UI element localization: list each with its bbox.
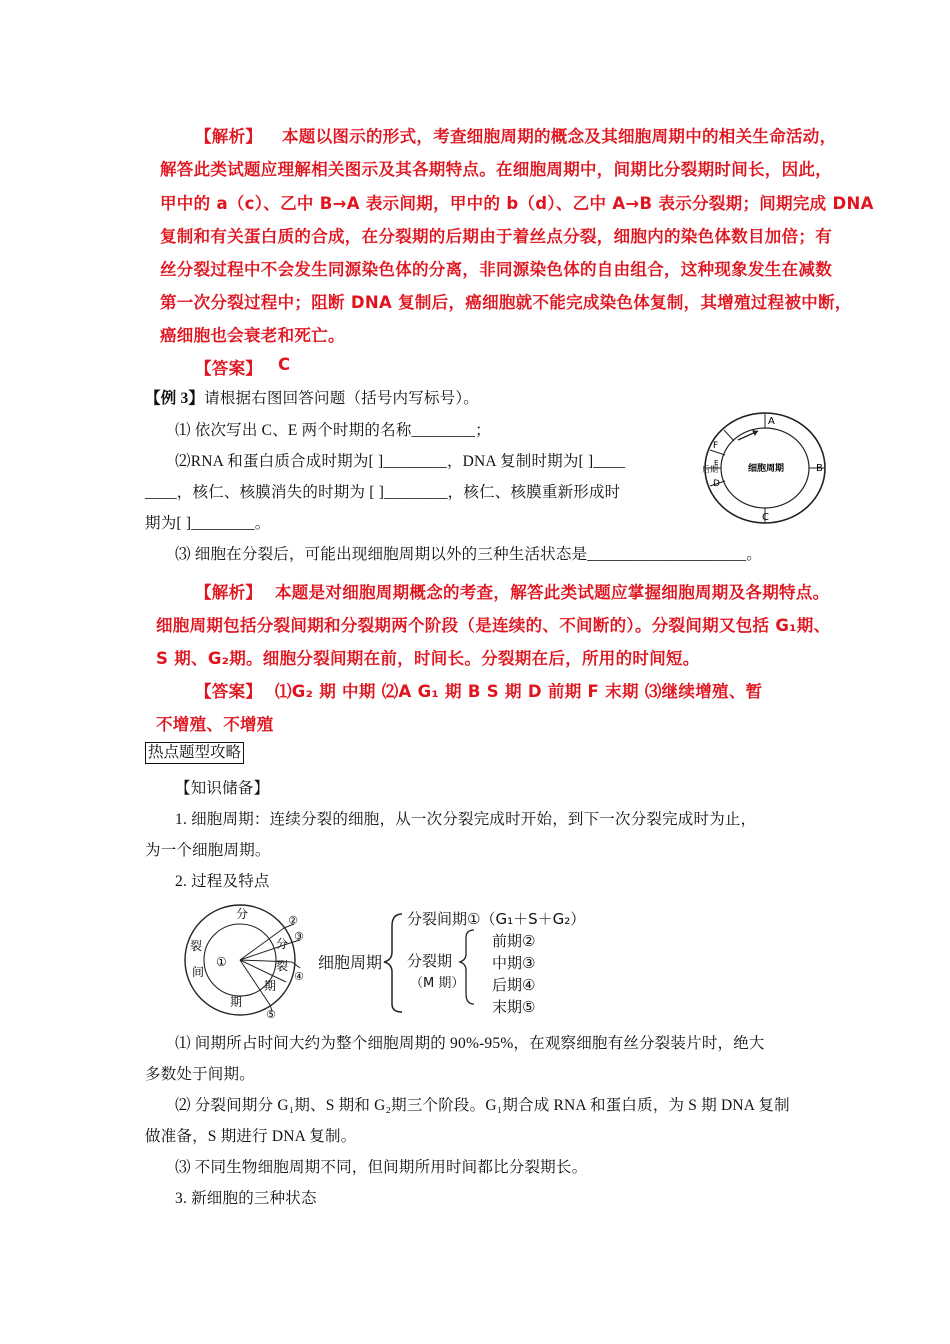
question-2-cont: 期为[ ]________。	[145, 515, 271, 532]
phase-item: 前期②	[492, 932, 536, 950]
analysis-line: 第一次分裂过程中；阻断 DNA 复制后，癌细胞就不能完成染色体复制，其增殖过程被中断，	[160, 293, 852, 312]
answer-value: C	[278, 355, 291, 374]
analysis-line: 复制和有关蛋白质的合成，在分裂期的后期由于着丝点分裂，细胞内的染色体数目加倍；有	[160, 227, 832, 246]
phase-item: 后期④	[492, 976, 536, 994]
answer-label: 【答案】	[195, 682, 263, 701]
paragraph: 2. 过程及特点	[175, 873, 270, 890]
mphase-label: 分裂期	[407, 952, 453, 970]
segment-label: D	[713, 479, 720, 489]
analysis-label: 【解析】	[195, 127, 263, 146]
analysis-line: 解答此类试题应理解相关图示及其各期特点。在细胞周期中，间期比分裂期时间长，因此，	[160, 160, 832, 179]
analysis-line: 细胞周期包括分裂间期和分裂期两个阶段（是连续的、不间断的）。分裂间期又包括 G₁期、	[156, 616, 831, 635]
segment-label: F	[713, 441, 719, 451]
phase-number: ③	[294, 930, 304, 943]
section-heading: 热点题型攻略	[145, 742, 244, 764]
answer-value: ⑴G₂ 期 中期 ⑵A G₁ 期 B S 期 D 前期 F 末期 ⑶继续增殖、暂	[275, 682, 763, 701]
ring-char: 分	[236, 907, 249, 921]
analysis-line: 癌细胞也会衰老和死亡。	[160, 326, 345, 345]
phase-number: ④	[294, 970, 304, 983]
knowledge-label: 【知识储备】	[175, 780, 270, 797]
analysis-line: 丝分裂过程中不会发生同源染色体的分离，非同源染色体的自由组合，这种现象发生在减数	[160, 260, 832, 279]
phase-number: ②	[288, 914, 298, 927]
paragraph: 1. 细胞周期：连续分裂的细胞，从一次分裂完成时开始，到下一次分裂完成时为止，	[175, 811, 757, 828]
phase-number: ⑤	[266, 1008, 276, 1018]
interphase-label: 分裂间期①（G₁＋S＋G₂）	[407, 910, 586, 928]
segment-label: E	[714, 459, 719, 467]
example-title: 【例 3】请根据右图回答问题（括号内写标号）。	[145, 390, 479, 407]
answer-label: 【答案】	[195, 359, 263, 378]
mphase-label-sub: （M 期）	[410, 976, 465, 991]
ring-char: 分	[276, 937, 289, 951]
ring-char: 期	[230, 995, 243, 1009]
paragraph: 3. 新细胞的三种状态	[175, 1190, 317, 1207]
phase-item: 末期⑤	[492, 998, 536, 1016]
center-label: 细胞周期	[748, 464, 785, 474]
note-1-cont: 多数处于间期。	[145, 1066, 255, 1083]
analysis-line: 甲中的 a（c）、乙中 B→A 表示间期，甲中的 b（d）、乙中 A→B 表示分裂期；间期完成 DNA	[160, 194, 874, 213]
analysis-line: S 期、G₂期。细胞分裂间期在前，时间长。分裂期在后，所用的时间短。	[156, 649, 700, 668]
question-2: ⑵RNA 和蛋白质合成时期为[ ]________，DNA 复制时期为[ ]____	[175, 453, 626, 470]
ring-char: 裂	[276, 959, 289, 973]
question-2-cont: ____，核仁、核膜消失的时期为 [ ]________，核仁、核膜重新形成时	[145, 484, 621, 501]
paragraph: 为一个细胞周期。	[145, 842, 271, 859]
question-1: ⑴ 依次写出 C、E 两个时期的名称________；	[175, 422, 491, 439]
answer-value-cont: 不增殖、不增殖	[156, 715, 274, 734]
cell-cycle-ring-figure	[180, 898, 310, 1018]
ring-char: 期	[264, 979, 277, 993]
brace-root: 细胞周期	[318, 953, 383, 972]
note-2-cont: 做准备，S 期进行 DNA 复制。	[145, 1128, 357, 1145]
ring-char: 裂	[190, 939, 203, 953]
segment-label: A	[768, 416, 775, 427]
phase-item: 中期③	[492, 954, 536, 972]
question-3: ⑶ 细胞在分裂后，可能出现细胞周期以外的三种生活状态是____________________。	[175, 546, 762, 563]
segment-label: C	[762, 512, 769, 523]
note-1: ⑴ 间期所占时间大约为整个细胞周期的 90%-95%，在观察细胞有丝分裂装片时，绝大	[175, 1035, 765, 1052]
side-label: 后期	[702, 465, 718, 474]
analysis-line: 本题以图示的形式，考查细胞周期的概念及其细胞周期中的相关生命活动，	[282, 127, 837, 146]
analysis-label: 【解析】	[195, 583, 263, 602]
cell-cycle-diagram	[700, 408, 830, 528]
analysis-line: 本题是对细胞周期概念的考查，解答此类试题应掌握细胞周期及各期特点。	[275, 583, 830, 602]
segment-label: B	[816, 463, 823, 474]
center-mark: ①	[216, 955, 227, 969]
note-2: ⑵ 分裂间期分 G₁期、S 期和 G₂期三个阶段。G₁期合成 RNA 和蛋白质，为 S 期 DNA 复制	[175, 1097, 790, 1114]
ring-char: 间	[192, 965, 205, 979]
note-3: ⑶ 不同生物细胞周期不同，但间期所用时间都比分裂期长。	[175, 1159, 588, 1176]
